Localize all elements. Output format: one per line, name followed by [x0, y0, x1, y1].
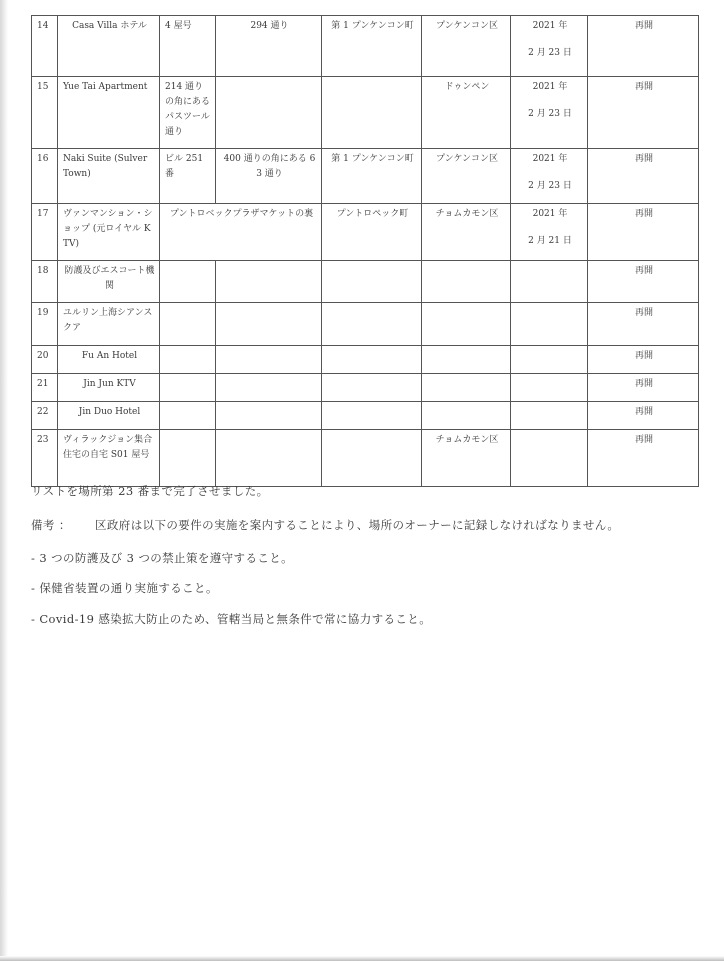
address-merged: プントロベックプラザマケットの裏 — [160, 204, 322, 261]
reopen-date — [511, 261, 588, 303]
table-row — [32, 346, 699, 374]
date-month-day: 2 月 21 日 — [528, 236, 572, 246]
status: 再開 — [588, 374, 699, 402]
place-name: Fu An Hotel — [58, 346, 160, 374]
street — [216, 77, 322, 149]
table-row — [32, 77, 699, 149]
district — [422, 261, 511, 303]
place-name: Casa Villa ホテル — [58, 16, 160, 77]
reopen-date — [511, 402, 588, 430]
house-number — [160, 346, 216, 374]
house-number — [160, 303, 216, 346]
row-number: 15 — [32, 77, 58, 149]
requirement-item: - Covid-19 感染拡大防止のため、管轄当局と無条件で常に協力すること。 — [31, 612, 432, 626]
street — [216, 346, 322, 374]
row-number: 18 — [32, 261, 58, 303]
district — [422, 402, 511, 430]
status: 再開 — [588, 16, 699, 77]
remark — [31, 517, 619, 533]
district — [422, 346, 511, 374]
house-number — [160, 402, 216, 430]
commune — [322, 77, 422, 149]
status: 再開 — [588, 149, 699, 204]
reopen-date — [511, 303, 588, 346]
row-number: 16 — [32, 149, 58, 204]
commune — [322, 402, 422, 430]
house-number — [160, 261, 216, 303]
commune — [322, 303, 422, 346]
reopen-date — [511, 77, 588, 149]
place-name: ユルリン上海シアンスクア — [58, 303, 160, 346]
house-number: 4 屋号 — [160, 16, 216, 77]
reopen-date — [511, 346, 588, 374]
row-number: 21 — [32, 374, 58, 402]
street — [216, 303, 322, 346]
date-month-day: 2 月 23 日 — [528, 48, 572, 58]
places-table-body — [32, 16, 699, 487]
places-table — [31, 15, 699, 487]
street — [216, 402, 322, 430]
table-row — [32, 261, 699, 303]
date-year: 2021 年 — [532, 154, 568, 164]
street: 294 通り — [216, 16, 322, 77]
status: 再開 — [588, 261, 699, 303]
row-number: 17 — [32, 204, 58, 261]
district — [422, 374, 511, 402]
date-year: 2021 年 — [532, 209, 568, 219]
date-month-day: 2 月 23 日 — [528, 181, 572, 191]
table-row — [32, 430, 699, 487]
row-number: 22 — [32, 402, 58, 430]
status: 再開 — [588, 204, 699, 261]
street — [216, 374, 322, 402]
table-row — [32, 16, 699, 77]
district — [422, 303, 511, 346]
row-number: 23 — [32, 430, 58, 487]
street — [216, 430, 322, 487]
commune: 第 1 プンケンコン町 — [322, 16, 422, 77]
table-row — [32, 204, 699, 261]
status: 再開 — [588, 77, 699, 149]
district: チョムカモン区 — [422, 204, 511, 261]
place-name: Jin Jun KTV — [58, 374, 160, 402]
reopen-date — [511, 149, 588, 204]
house-number: 214 通りの角にあるパスツール通り — [160, 77, 216, 149]
table-row — [32, 374, 699, 402]
place-name: ヴァンマンション・ショップ (元ロイヤル KTV) — [58, 204, 160, 261]
status: 再開 — [588, 346, 699, 374]
page-edge-shadow — [0, 0, 8, 961]
reopen-date — [511, 204, 588, 261]
remark-label: 備考 ： — [31, 518, 71, 532]
remark-text: 区政府は以下の要件の実施を案内することにより、場所のオーナーに記録しなければなりません。 — [95, 518, 620, 532]
date-month-day: 2 月 23 日 — [528, 109, 572, 119]
date-year: 2021 年 — [532, 82, 568, 92]
reopen-date — [511, 16, 588, 77]
street — [216, 261, 322, 303]
completion-summary: リストを場所第 23 番まで完了させました。 — [31, 484, 269, 498]
status: 再開 — [588, 303, 699, 346]
place-name: Yue Tai Apartment — [58, 77, 160, 149]
requirement-item: - 保健省装置の通り実施すること。 — [31, 581, 218, 595]
house-number — [160, 374, 216, 402]
table-row — [32, 303, 699, 346]
commune — [322, 430, 422, 487]
commune: プントロペック町 — [322, 204, 422, 261]
district: ドゥンペン — [422, 77, 511, 149]
requirement-item: - 3 つの防護及び 3 つの禁止策を遵守すること。 — [31, 551, 294, 565]
status: 再開 — [588, 430, 699, 487]
place-name: Jin Duo Hotel — [58, 402, 160, 430]
row-number: 20 — [32, 346, 58, 374]
table-row — [32, 149, 699, 204]
district: プンケンコン区 — [422, 149, 511, 204]
house-number: ビル 251 番 — [160, 149, 216, 204]
row-number: 14 — [32, 16, 58, 77]
district: チョムカモン区 — [422, 430, 511, 487]
commune — [322, 374, 422, 402]
commune — [322, 261, 422, 303]
page-bottom-shadow — [0, 956, 724, 961]
reopen-date — [511, 430, 588, 487]
house-number — [160, 430, 216, 487]
place-name: ヴィラックジョン集合住宅の自宅 S01 屋号 — [58, 430, 160, 487]
row-number: 19 — [32, 303, 58, 346]
status: 再開 — [588, 402, 699, 430]
street: 400 通りの角にある 63 通り — [216, 149, 322, 204]
district: プンケンコン区 — [422, 16, 511, 77]
date-year: 2021 年 — [532, 21, 568, 31]
commune: 第 1 プンケンコン町 — [322, 149, 422, 204]
reopen-date — [511, 374, 588, 402]
place-name: Naki Suite (Sulver Town) — [58, 149, 160, 204]
place-name: 防護及びエスコート機関 — [58, 261, 160, 303]
table-row — [32, 402, 699, 430]
commune — [322, 346, 422, 374]
